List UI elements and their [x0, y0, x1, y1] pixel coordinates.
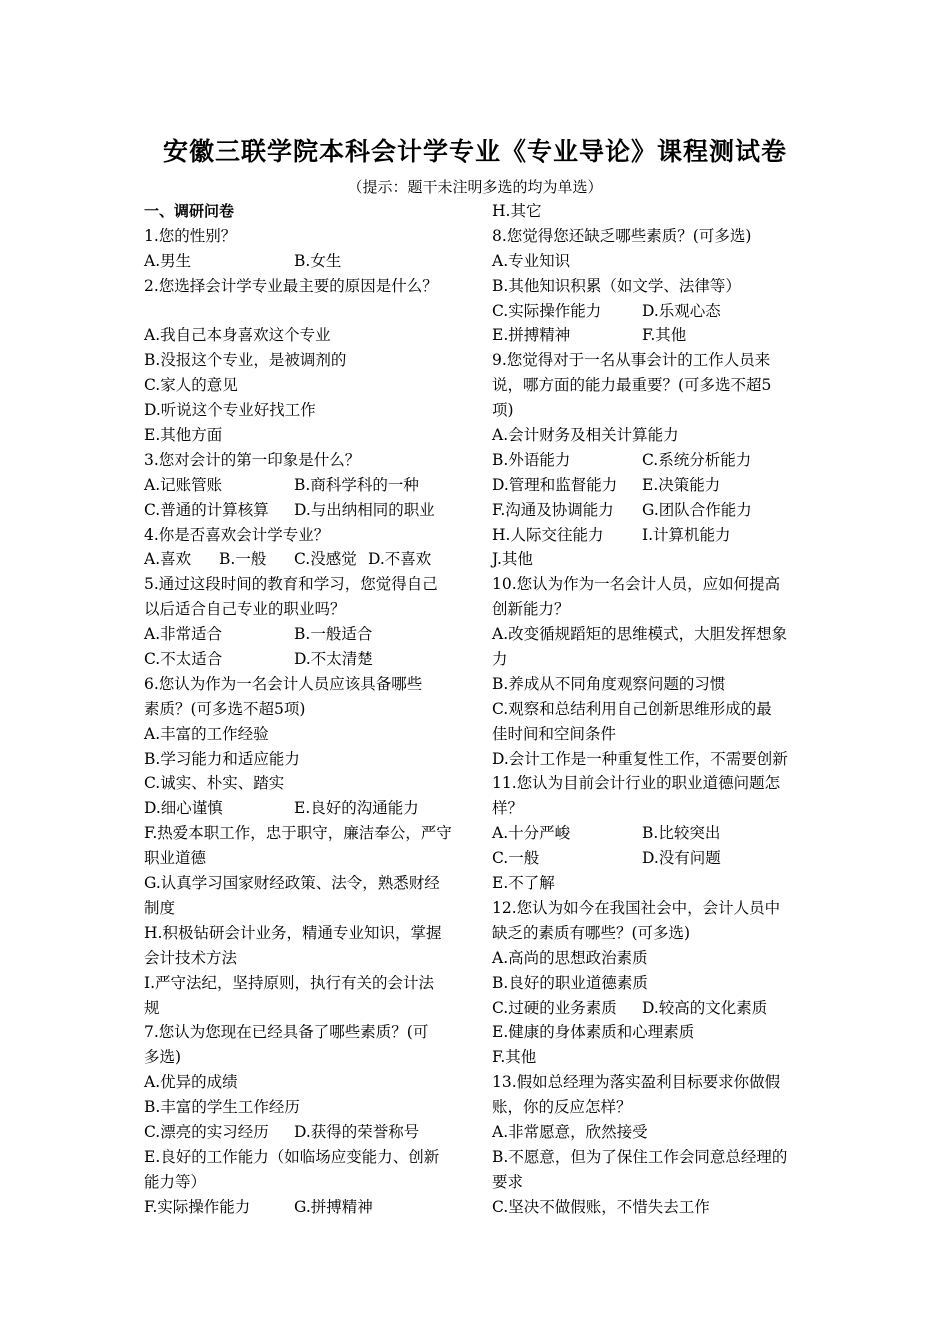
- option: E.健康的身体素质和心理素质: [492, 1023, 695, 1042]
- question-9-options: [492, 448, 812, 473]
- question-7-options: [144, 1195, 466, 1220]
- question-7-options: [144, 1120, 466, 1145]
- option: 力: [492, 650, 508, 669]
- document-title: 安徽三联学院本科会计学专业《专业导论》课程测试卷: [162, 137, 787, 166]
- option: 规: [144, 998, 160, 1017]
- option: C.系统分析能力: [642, 450, 752, 469]
- question-6: 6.您认为作为一名会计人员应该具备哪些: [144, 674, 423, 693]
- blank-line: [144, 299, 466, 324]
- option: D.不太清楚: [294, 650, 373, 669]
- question-7: 7.您认为您现在已经具备了哪些素质？(可: [144, 1023, 429, 1042]
- option: C.没感觉: [294, 550, 357, 569]
- option: H.人际交往能力: [492, 525, 604, 544]
- question-9-options: [492, 498, 812, 523]
- option: A.喜欢: [144, 550, 192, 569]
- question-12-options: [492, 996, 812, 1021]
- option: A.非常适合: [144, 625, 223, 644]
- option: C.过硬的业务素质: [492, 998, 617, 1017]
- option: I.计算机能力: [642, 525, 731, 544]
- question-3-options: [144, 473, 466, 498]
- option: B.丰富的学生工作经历: [144, 1098, 300, 1117]
- question-4: 4.你是否喜欢会计学专业？: [144, 525, 330, 544]
- question-12: 缺乏的素质有哪些？(可多选): [492, 923, 691, 942]
- question-11: 样？: [492, 799, 524, 818]
- option: D.细心谨慎: [144, 799, 223, 818]
- option: A.改变循规蹈矩的思维模式，大胆发挥想象: [492, 625, 788, 644]
- right-column: [492, 199, 812, 1220]
- option: C.一般: [492, 849, 540, 868]
- question-5: 以后适合自己专业的职业吗？: [144, 600, 346, 619]
- option: E.决策能力: [642, 475, 721, 494]
- option: C.诚实、朴实、踏实: [144, 774, 285, 793]
- option: E.良好的沟通能力: [294, 799, 419, 818]
- option: B.养成从不同角度观察问题的习惯: [492, 674, 726, 693]
- option: D.听说这个专业好找工作: [144, 401, 316, 420]
- option: D.与出纳相同的职业: [294, 500, 435, 519]
- question-7: 多选): [144, 1048, 182, 1067]
- option: B.比较突出: [642, 824, 721, 843]
- question-11-options: [492, 821, 812, 846]
- question-11: 11.您认为目前会计行业的职业道德问题怎: [492, 774, 781, 793]
- question-3-options: [144, 498, 466, 523]
- option: F.其他: [492, 1048, 537, 1067]
- left-column: [144, 199, 466, 1220]
- option: D.获得的荣誉称号: [294, 1122, 420, 1141]
- question-13: 账，你的反应怎样？: [492, 1098, 632, 1117]
- option: B.其他知识积累（如文学、法律等）: [492, 276, 741, 295]
- option: C.普通的计算核算: [144, 500, 269, 519]
- question-8: 8.您觉得您还缺乏哪些素质？(可多选): [492, 226, 752, 245]
- option: E.良好的工作能力（如临场应变能力、创新: [144, 1147, 440, 1166]
- section-heading: 一、调研问卷: [144, 202, 235, 220]
- question-9-options: [492, 523, 812, 548]
- option: 职业道德: [144, 849, 207, 868]
- option: E.不了解: [492, 874, 555, 893]
- question-10: 10.您认为作为一名会计人员，应如何提高: [492, 575, 781, 594]
- question-8-options: [492, 299, 812, 324]
- option: B.一般: [219, 550, 267, 569]
- question-1: 1.您的性别？: [144, 226, 237, 245]
- question-9: 说，哪方面的能力最重要？(可多选不超5: [492, 376, 772, 395]
- option: B.良好的职业道德素质: [492, 973, 648, 992]
- option: B.一般适合: [294, 625, 373, 644]
- option: C.漂亮的实习经历: [144, 1122, 269, 1141]
- option: D.较高的文化素质: [642, 998, 768, 1017]
- option: 能力等）: [144, 1172, 207, 1191]
- option: 制度: [144, 898, 176, 917]
- question-1-options: [144, 249, 466, 274]
- option: H.积极钻研会计业务，精通专业知识，掌握: [144, 923, 442, 942]
- option: 会计技术方法: [144, 948, 238, 967]
- option: D.会计工作是一种重复性工作，不需要创新: [492, 749, 788, 768]
- option: C.坚决不做假账，不惜失去工作: [492, 1197, 710, 1216]
- question-9: 项): [492, 401, 514, 420]
- question-9: 9.您觉得对于一名从事会计的工作人员来: [492, 351, 771, 370]
- option: A.十分严峻: [492, 824, 571, 843]
- option: I.严守法纪，坚持原则，执行有关的会计法: [144, 973, 435, 992]
- question-6: 素质？(可多选不超5项): [144, 699, 306, 718]
- option: D.管理和监督能力: [492, 475, 618, 494]
- option: E.拼搏精神: [492, 326, 571, 345]
- option: D.没有问题: [642, 849, 721, 868]
- option: D.不喜欢: [368, 550, 432, 569]
- option: A.丰富的工作经验: [144, 724, 269, 743]
- option: A.非常愿意，欣然接受: [492, 1122, 648, 1141]
- option: B.没报这个专业，是被调剂的: [144, 351, 347, 370]
- option: A.高尚的思想政治素质: [492, 948, 648, 967]
- option: H.其它: [492, 202, 542, 220]
- question-8-options: [492, 323, 812, 348]
- option: B.不愿意，但为了保住工作会同意总经理的: [492, 1147, 788, 1166]
- option: J.其他: [492, 550, 533, 569]
- option: C.实际操作能力: [492, 301, 602, 320]
- question-5-options: [144, 647, 466, 672]
- option: F.其他: [642, 326, 687, 345]
- option: E.其他方面: [144, 426, 223, 445]
- question-11-options: [492, 846, 812, 871]
- option: A.记账管账: [144, 475, 223, 494]
- option: G.团队合作能力: [642, 500, 752, 519]
- option: A.专业知识: [492, 251, 571, 270]
- option: 要求: [492, 1172, 524, 1191]
- option: A.男生: [144, 251, 192, 270]
- option: A.我自己本身喜欢这个专业: [144, 326, 331, 345]
- option: C.观察和总结利用自己创新思维形成的最: [492, 699, 772, 718]
- question-2: 2.您选择会计学专业最主要的原因是什么？: [144, 276, 438, 295]
- option: B.学习能力和适应能力: [144, 749, 300, 768]
- option: B.女生: [294, 251, 342, 270]
- option: G.拼搏精神: [294, 1197, 373, 1216]
- option: A.会计财务及相关计算能力: [492, 426, 679, 445]
- option: C.不太适合: [144, 650, 223, 669]
- option: D.乐观心态: [642, 301, 721, 320]
- question-9-options: [492, 473, 812, 498]
- option: B.商科学科的一种: [294, 475, 419, 494]
- option: F.沟通及协调能力: [492, 500, 614, 519]
- option: C.家人的意见: [144, 376, 238, 395]
- question-13: 13.假如总经理为落实盈利目标要求你做假: [492, 1073, 781, 1092]
- question-4-options: [144, 547, 466, 572]
- question-5-options: [144, 622, 466, 647]
- question-5: 5.通过这段时间的教育和学习，您觉得自己: [144, 575, 438, 594]
- instruction-hint: （提示：题干未注明多选的均为单选）: [347, 178, 603, 196]
- option: F.实际操作能力: [144, 1197, 251, 1216]
- option: A.优异的成绩: [144, 1073, 238, 1092]
- question-12: 12.您认为如今在我国社会中，会计人员中: [492, 898, 781, 917]
- question-10: 创新能力？: [492, 600, 570, 619]
- option: G.认真学习国家财经政策、法令，熟悉财经: [144, 874, 440, 893]
- question-6-options: [144, 796, 466, 821]
- question-3: 3.您对会计的第一印象是什么？: [144, 450, 361, 469]
- option: 佳时间和空间条件: [492, 724, 617, 743]
- option: B.外语能力: [492, 450, 571, 469]
- option: F.热爱本职工作，忠于职守，廉洁奉公，严守: [144, 824, 452, 843]
